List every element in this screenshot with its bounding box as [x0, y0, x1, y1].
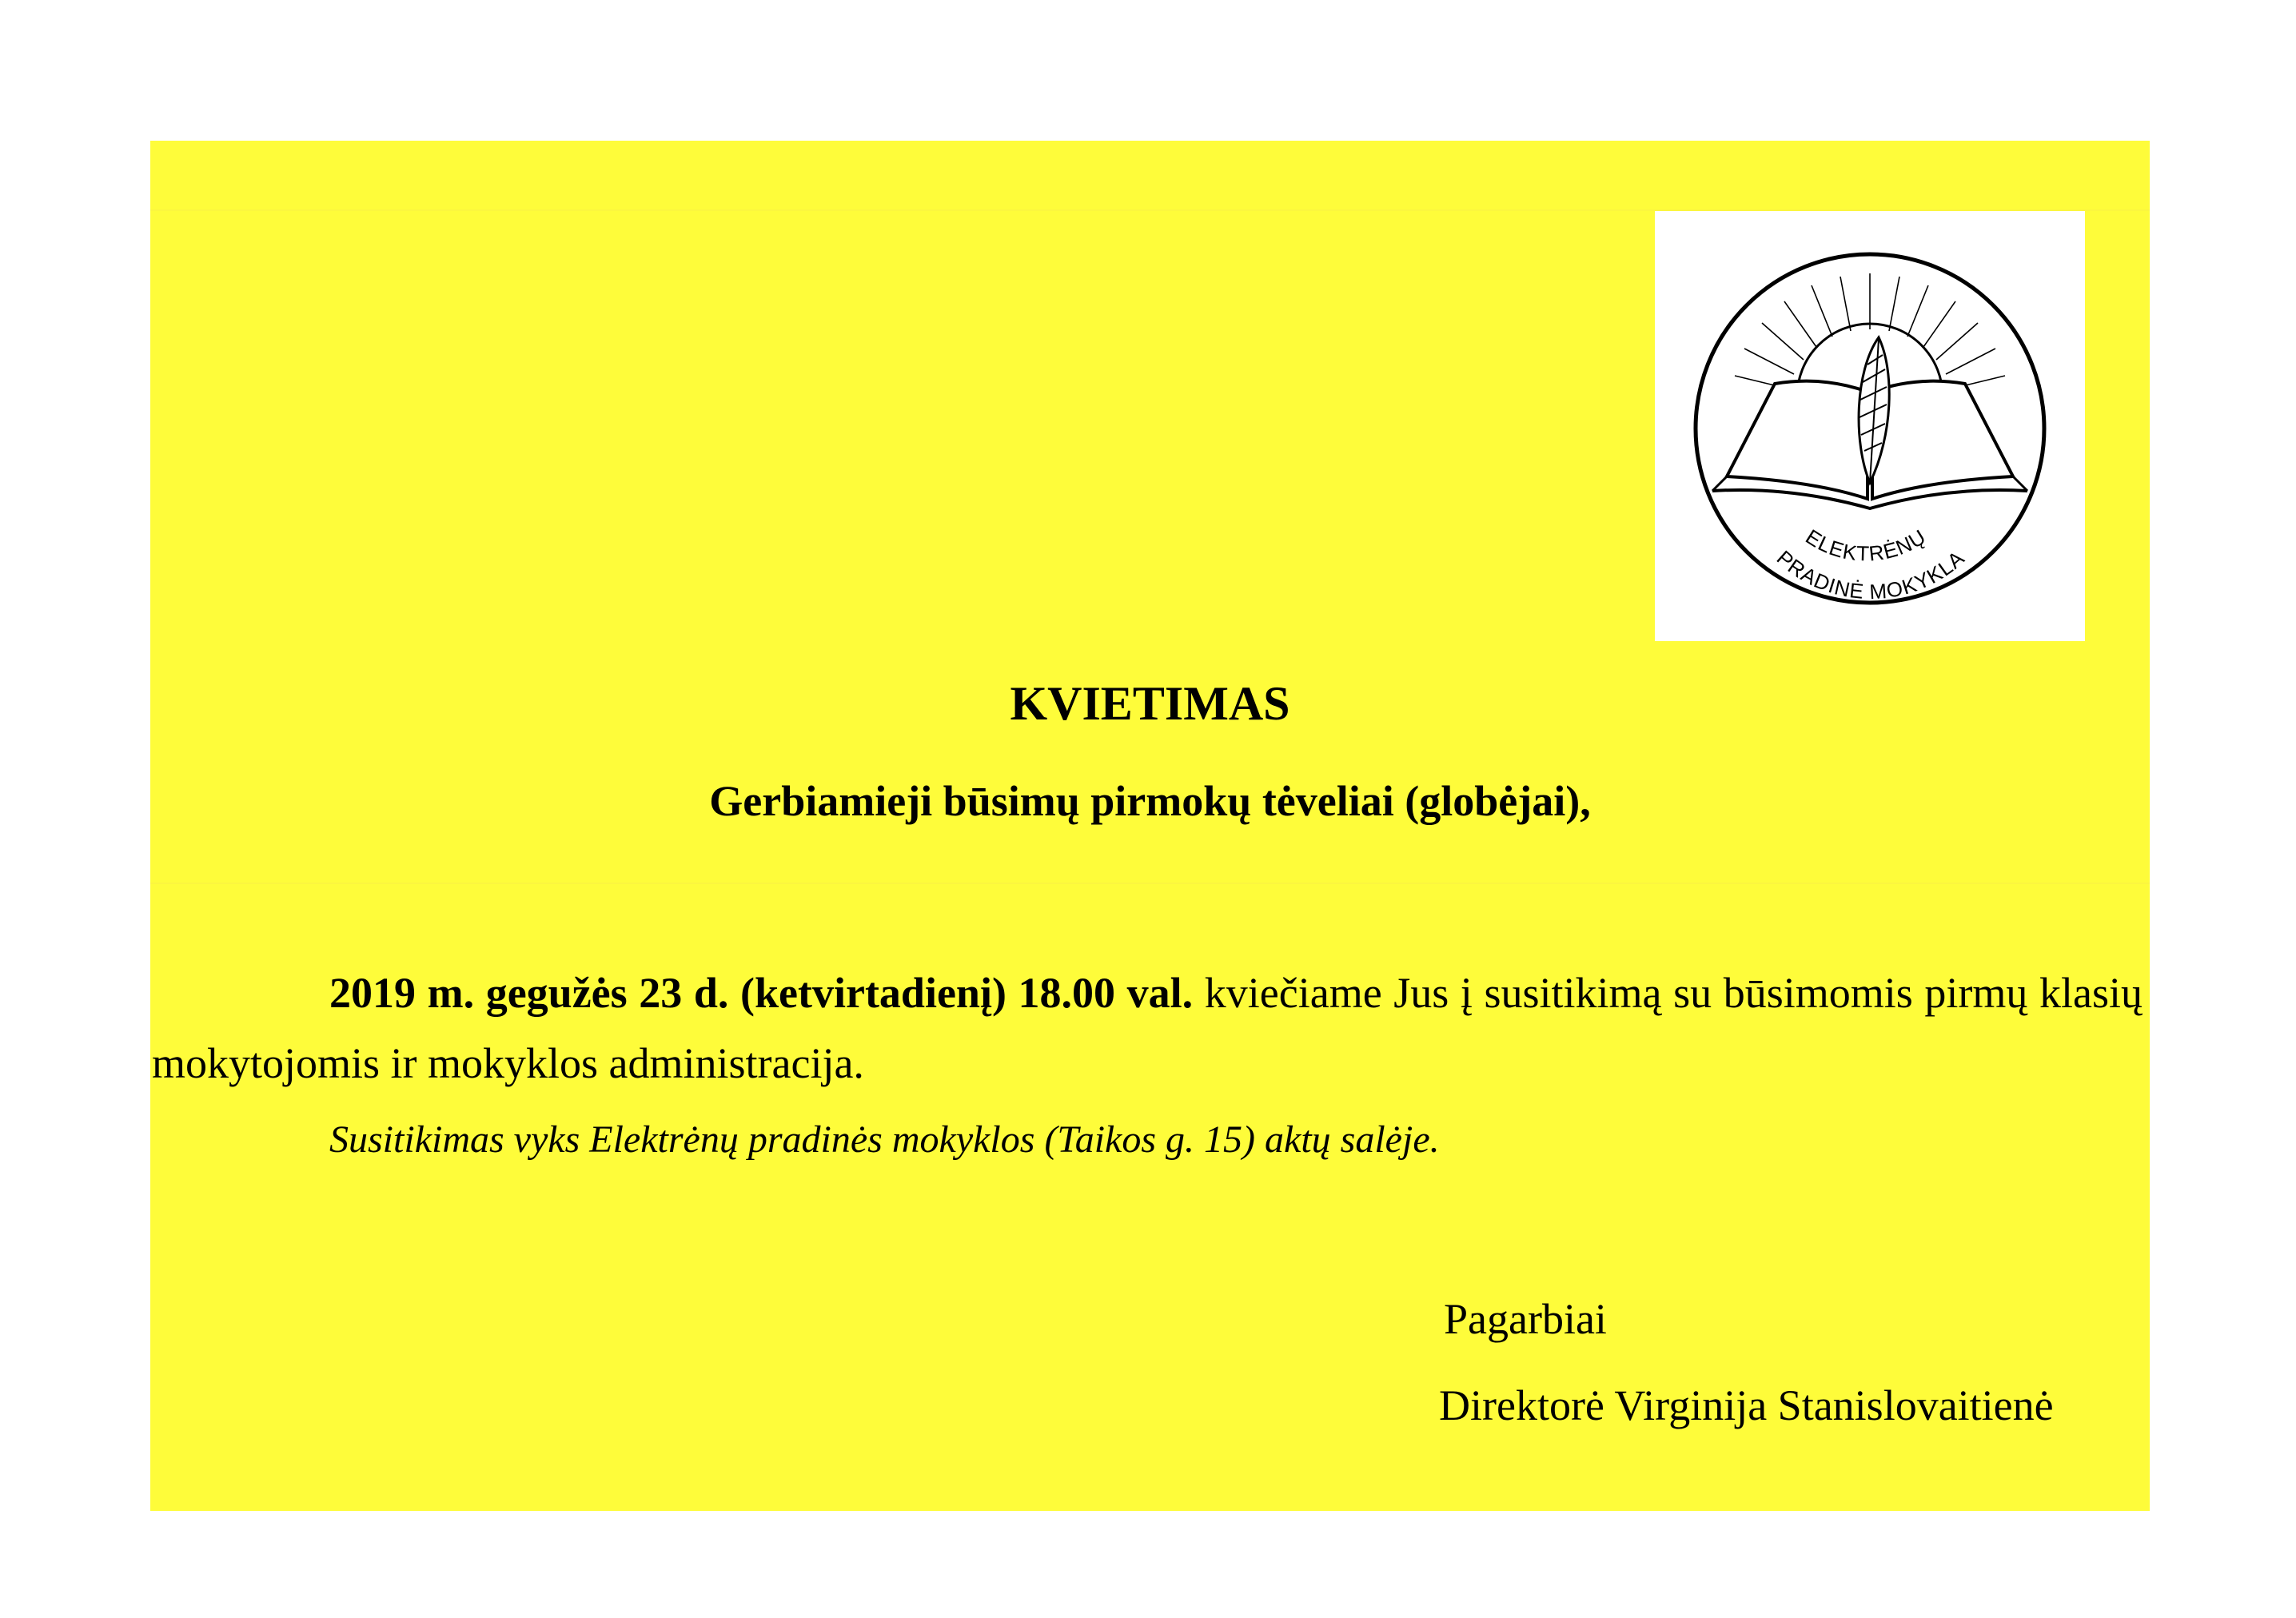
divider — [150, 883, 2150, 884]
logo-name-line2: PRADINĖ MOKYKLA — [1772, 545, 1970, 604]
body-paragraph — [152, 958, 2143, 1098]
signature: Direktorė Virginija Stanislovaitienė — [1439, 1381, 2054, 1429]
school-emblem-icon — [1655, 211, 2085, 641]
svg-text:ELEKTRĖNŲ — [1801, 524, 1930, 566]
logo-name-line1: ELEKTRĖNŲ — [1801, 524, 1931, 566]
greeting: Gerbiamieji būsimų pirmokų tėveliai (globėjai), — [709, 777, 1591, 825]
body-text: kviečiame Jus į susitikimą su būsimomis pirmų klasių mokytojomis ir mokyklos administracija. — [152, 969, 2143, 1087]
invitation-title: KVIETIMAS — [1010, 677, 1290, 730]
event-datetime: 2019 m. gegužės 23 d. (ketvirtadienį) 18.00 val. — [329, 969, 1194, 1017]
location-note: Susitikimas vyks Elektrėnų pradinės mokyklos (Taikos g. 15) aktų salėje. — [329, 1118, 1440, 1161]
closing: Pagarbiai — [1444, 1295, 1607, 1343]
school-logo — [1655, 211, 2085, 641]
